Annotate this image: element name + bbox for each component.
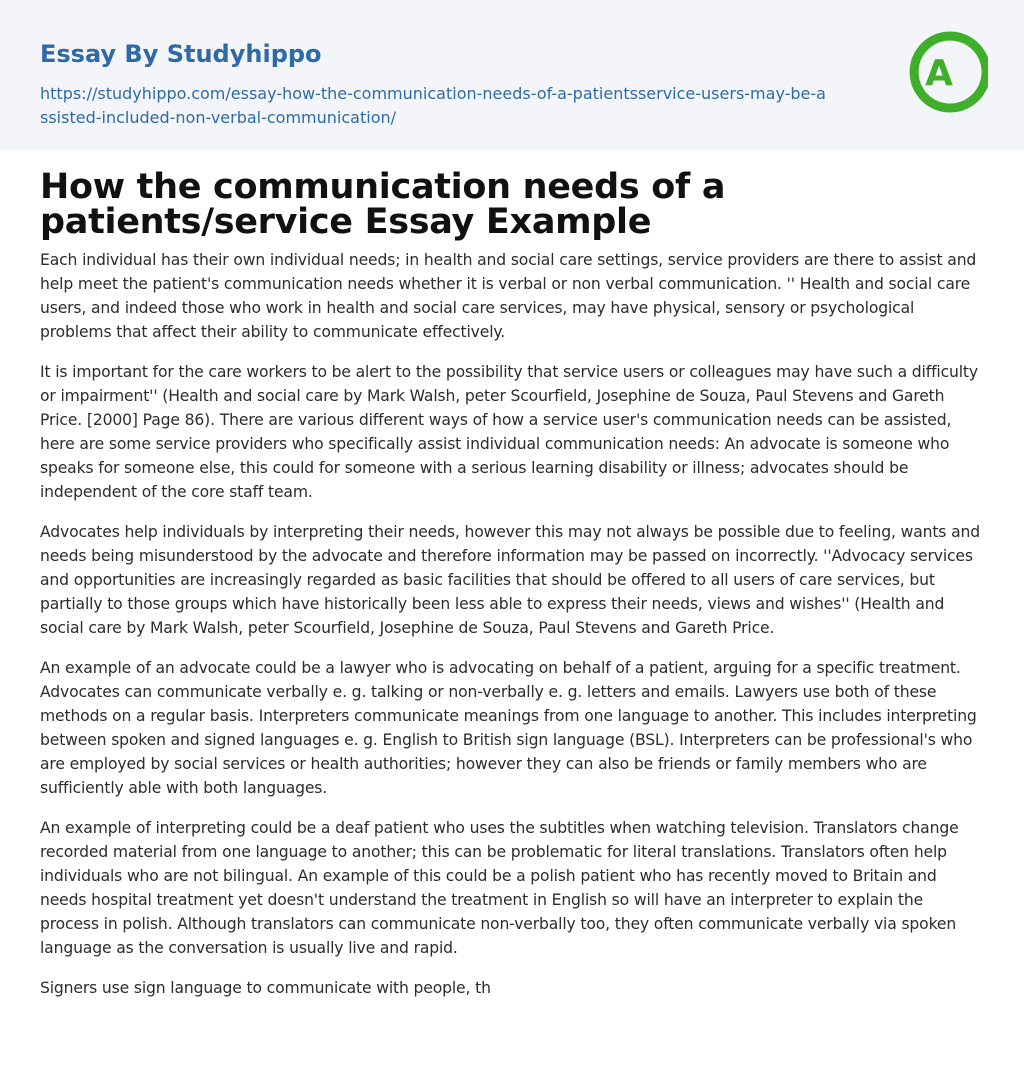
article-title: How the communication needs of a patients/service Essay Example bbox=[40, 167, 726, 242]
studyhippo-logo-icon[interactable] bbox=[908, 27, 988, 117]
article-paragraph-6: Signers use sign language to communicate with people, th bbox=[40, 979, 491, 997]
site-header bbox=[0, 0, 1024, 150]
article-paragraph-3: Advocates help individuals by interpreting their needs, however this may not always be possible due to feeling, wants and needs being misunderstood by the advocate and therefore information may be passed on incorrectly. ''Advocacy services and opportunities are increasingly regarded as basic facilities that should be offered to all users of care services, but partially to those groups which have historically been less able to express their needs, views and wishes'' (Health and social care by Mark Walsh, peter Scourfield, Josephine de Souza, Paul Stevens and Gareth Price. bbox=[40, 523, 980, 637]
article-paragraph-4: An example of an advocate could be a lawyer who is advocating on behalf of a patient, arguing for a specific treatment. Advocates can communicate verbally e. g. talking or non-verbally e. g. letters and emails. Lawyers use both of these methods on a regular basis. Interpreters communicate meanings from one language to another. This includes interpreting between spoken and signed languages e. g. English to British sign language (BSL). Interpreters can be professional's who are employed by social services or health authorities; however they can also be friends or family members who are sufficiently able with both languages. bbox=[40, 659, 977, 797]
article-paragraph-5: An example of interpreting could be a deaf patient who uses the subtitles when watching television. Translators change recorded material from one language to another; this can be problematic for literal translations. Translators often help individuals who are not bilingual. An example of this could be a polish patient who has recently moved to Britain and needs hospital treatment yet doesn't understand the treatment in English so will have an interpreter to explain the process in polish. Although translators can communicate non-verbally too, they often communicate verbally via spoken language as the conversation is usually live and rapid. bbox=[40, 819, 959, 957]
article-paragraph-1: Each individual has their own individual needs; in health and social care settings, service providers are there to assist and help meet the patient's communication needs whether it is verbal or non verbal communication. '' Health and social care users, and indeed those who work in health and social care services, may have physical, sensory or psychological problems that affect their ability to communicate effectively. bbox=[40, 251, 977, 341]
brand-title[interactable]: Essay By Studyhippo bbox=[40, 40, 322, 68]
article bbox=[40, 167, 986, 1016]
source-url-link[interactable]: https://studyhippo.com/essay-how-the-communication-needs-of-a-patientsservice-users-may-be-assisted-included-non-verbal-communication/ bbox=[40, 84, 826, 127]
article-paragraph-2: It is important for the care workers to be alert to the possibility that service users or colleagues may have such a difficulty or impairment'' (Health and social care by Mark Walsh, peter Scourfield, Josephine de Souza, Paul Stevens and Gareth Price. [2000] Page 86). There are various different ways of how a service user's communication needs can be assisted, here are some service providers who specifically assist individual communication needs: An advocate is someone who speaks for someone else, this could for someone with a serious learning disability or illness; advocates should be independent of the core staff team. bbox=[40, 363, 978, 501]
logo-letter: A bbox=[925, 53, 953, 94]
